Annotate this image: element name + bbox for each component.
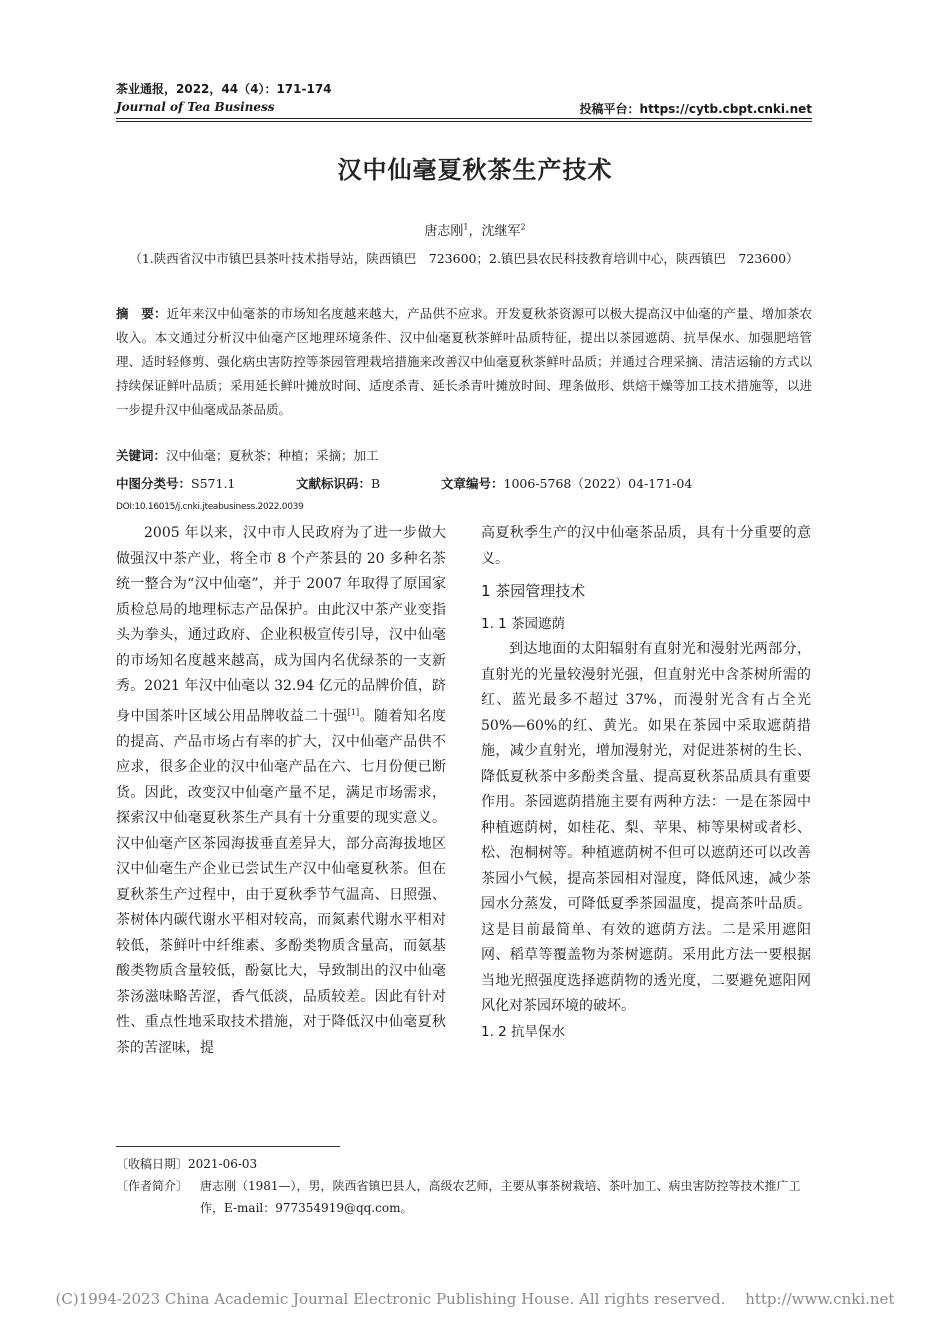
submission-platform: 投稿平台：https://cytb.cbpt.cnki.net <box>579 102 812 116</box>
keywords <box>116 446 379 464</box>
article-number <box>441 474 692 492</box>
authors <box>0 220 950 239</box>
footnote-received: 〔收稿日期〕2021-06-03 <box>116 1157 258 1171</box>
doc-label: 文献标识码： <box>296 476 372 491</box>
footnote-author-bio <box>116 1175 816 1219</box>
doc-value: B <box>371 476 381 491</box>
clc-value: S571.1 <box>191 476 236 491</box>
journal-name-en: Journal of Tea Business <box>116 100 275 114</box>
body-column-left <box>116 521 446 1061</box>
header-rule-thin <box>116 121 812 122</box>
journal-citation: 茶业通报，2022，44（4）：171-174 <box>116 82 332 96</box>
author-1: 唐志刚 <box>424 224 464 239</box>
art-value: 1006-5768（2022）04-171-04 <box>503 476 693 491</box>
author-2: 沈继军 <box>481 224 521 239</box>
abstract <box>116 302 812 422</box>
paragraph-intro-cont: 高夏秋季生产的汉中仙毫茶品质，具有十分重要的意义。 <box>481 525 811 567</box>
section-heading-1: 1 茶园管理技术 <box>481 582 586 600</box>
author-sep: ， <box>468 224 482 239</box>
intro-text-b: 。随着知名度的提高、产品市场占有率的扩大，汉中仙毫产品供不应求，很多企业的汉中仙毫产品在六、七月份便已断货。因此，改变汉中仙毫产量不足，满足市场需求，探索汉中仙毫夏秋茶生产具有十分重要的现实意义。汉中仙毫产区茶园海拔垂直差异大，部分高海拔地区汉中仙毫生产企业已尝试生产汉中仙毫夏秋茶。但在夏秋茶生产过程中，由于夏秋季节气温高、日照强、茶树体内碳代谢水平相对较高，而氮素代谢水平相对较低，茶鲜叶中纤维素、多酚类物质含量高，而氨基酸类物质含量较低，酚氨比大，导致制出的汉中仙毫茶汤滋味略苦涩，香气低淡，品质较差。因此有针对性、重点性地采取技术措施，对于降低汉中仙毫夏秋茶的苦涩味，提 <box>116 708 446 1056</box>
abstract-text: 近年来汉中仙毫茶的市场知名度越来越大，产品供不应求。开发夏秋茶资源可以极大提高汉中仙毫的产量、增加茶农收入。本文通过分析汉中仙毫产区地理环境条件、汉中仙毫夏秋茶鲜叶品质特征，提出以茶园遮荫、抗旱保水、加强肥培管理、适时轻修剪、强化病虫害防控等茶园管理栽培措施来改善汉中仙毫夏秋茶鲜叶品质；并通过合理采摘、清洁运输的方式以持续保证鲜叶品质；采用延长鲜叶摊放时间、适度杀青、延长杀青叶摊放时间、理条做形、烘焙干燥等加工技术措施等，以进一步提升汉中仙毫成品茶品质。 <box>116 306 812 417</box>
document-code <box>296 474 380 492</box>
subsection-heading-1-2: 1. 2 抗旱保水 <box>481 1023 566 1040</box>
intro-text-a: 2005 年以来，汉中市人民政府为了进一步做大做强汉中茶产业，将全市 8 个产茶县的 20 多种名茶统一整合为“汉中仙毫”，并于 2007 年取得了原国家质检总局的地理标志产品保护。由此汉中茶产业变指头为拳头，通过政府、企业积极宣传引导，汉中仙毫的市场知名度越来越高，成为国内名优绿茶的一支新秀。2021 年汉中仙毫以 32.94 亿元的品牌价值，跻身中国茶叶区域公用品牌收益二十强 <box>116 525 446 725</box>
paragraph-intro <box>116 521 446 1061</box>
bio-label: 〔作者简介〕 <box>116 1179 189 1193</box>
author-2-sup: 2 <box>520 222 526 232</box>
paragraph-shading: 到达地面的太阳辐射有直射光和漫射光两部分，直射光的光量较漫射光强，但直射光中含茶树所需的红、蓝光最多不超过 37%，而漫射光含有占全光 50%—60%的红、黄光。如果在茶园中采取遮荫措施，减少直射光，增加漫射光，对促进茶树的生长、降低夏秋茶中多酚类含量、提高夏秋茶品质具有重要作用。茶园遮荫措施主要有两种方法：一是在茶园中种植遮荫树，如桂花、梨、苹果、柿等果树或者杉、松、泡桐树等。种植遮荫树不但可以遮荫还可以改善茶园小气候，提高茶园相对湿度，降低风速，减少茶园水分蒸发，可降低夏季茶园温度，提高茶叶品质。这是目前最简单、有效的遮荫方法。二是采用遮阳网、稻草等覆盖物为茶树遮荫。采用此方法一要根据当地光照强度选择遮荫物的透光度，二要避免遮阳网风化对茶园环境的破坏。 <box>481 641 811 1014</box>
clc-label: 中图分类号： <box>116 476 192 491</box>
doi: DOI:10.16015/j.cnki.jteabusiness.2022.0039 <box>116 502 304 512</box>
copyright-footer: (C)1994-2023 China Academic Journal Electronic Publishing House. All rights reserved. http://www.cnki.net <box>55 1290 895 1308</box>
header-rule <box>116 118 812 119</box>
author-1-sup: 1 <box>463 222 469 232</box>
art-label: 文章编号： <box>441 476 504 491</box>
subsection-heading-1-1: 1. 1 茶园遮荫 <box>481 615 566 632</box>
keywords-label: 关键词： <box>116 448 167 463</box>
article-title: 汉中仙毫夏秋茶生产技术 <box>337 156 613 184</box>
keywords-text: 汉中仙毫；夏秋茶；种植；采摘；加工 <box>166 448 379 463</box>
clc-number <box>116 474 235 492</box>
abstract-label: 摘 要： <box>116 306 167 321</box>
body-column-right <box>481 521 811 1045</box>
bio-text: 唐志刚（1981—），男，陕西省镇巴县人，高级农艺师，主要从事茶树栽培、茶叶加工、病虫害防控等技术推广工作，E-mail：977354919@qq.com。 <box>200 1179 801 1215</box>
citation-ref: [1] <box>347 707 360 717</box>
footnote-rule <box>116 1146 340 1147</box>
affiliations: （1.陕西省汉中市镇巴县茶叶技术指导站，陕西镇巴 723600；2.镇巴县农民科技教育培训中心，陕西镇巴 723600） <box>129 251 799 266</box>
